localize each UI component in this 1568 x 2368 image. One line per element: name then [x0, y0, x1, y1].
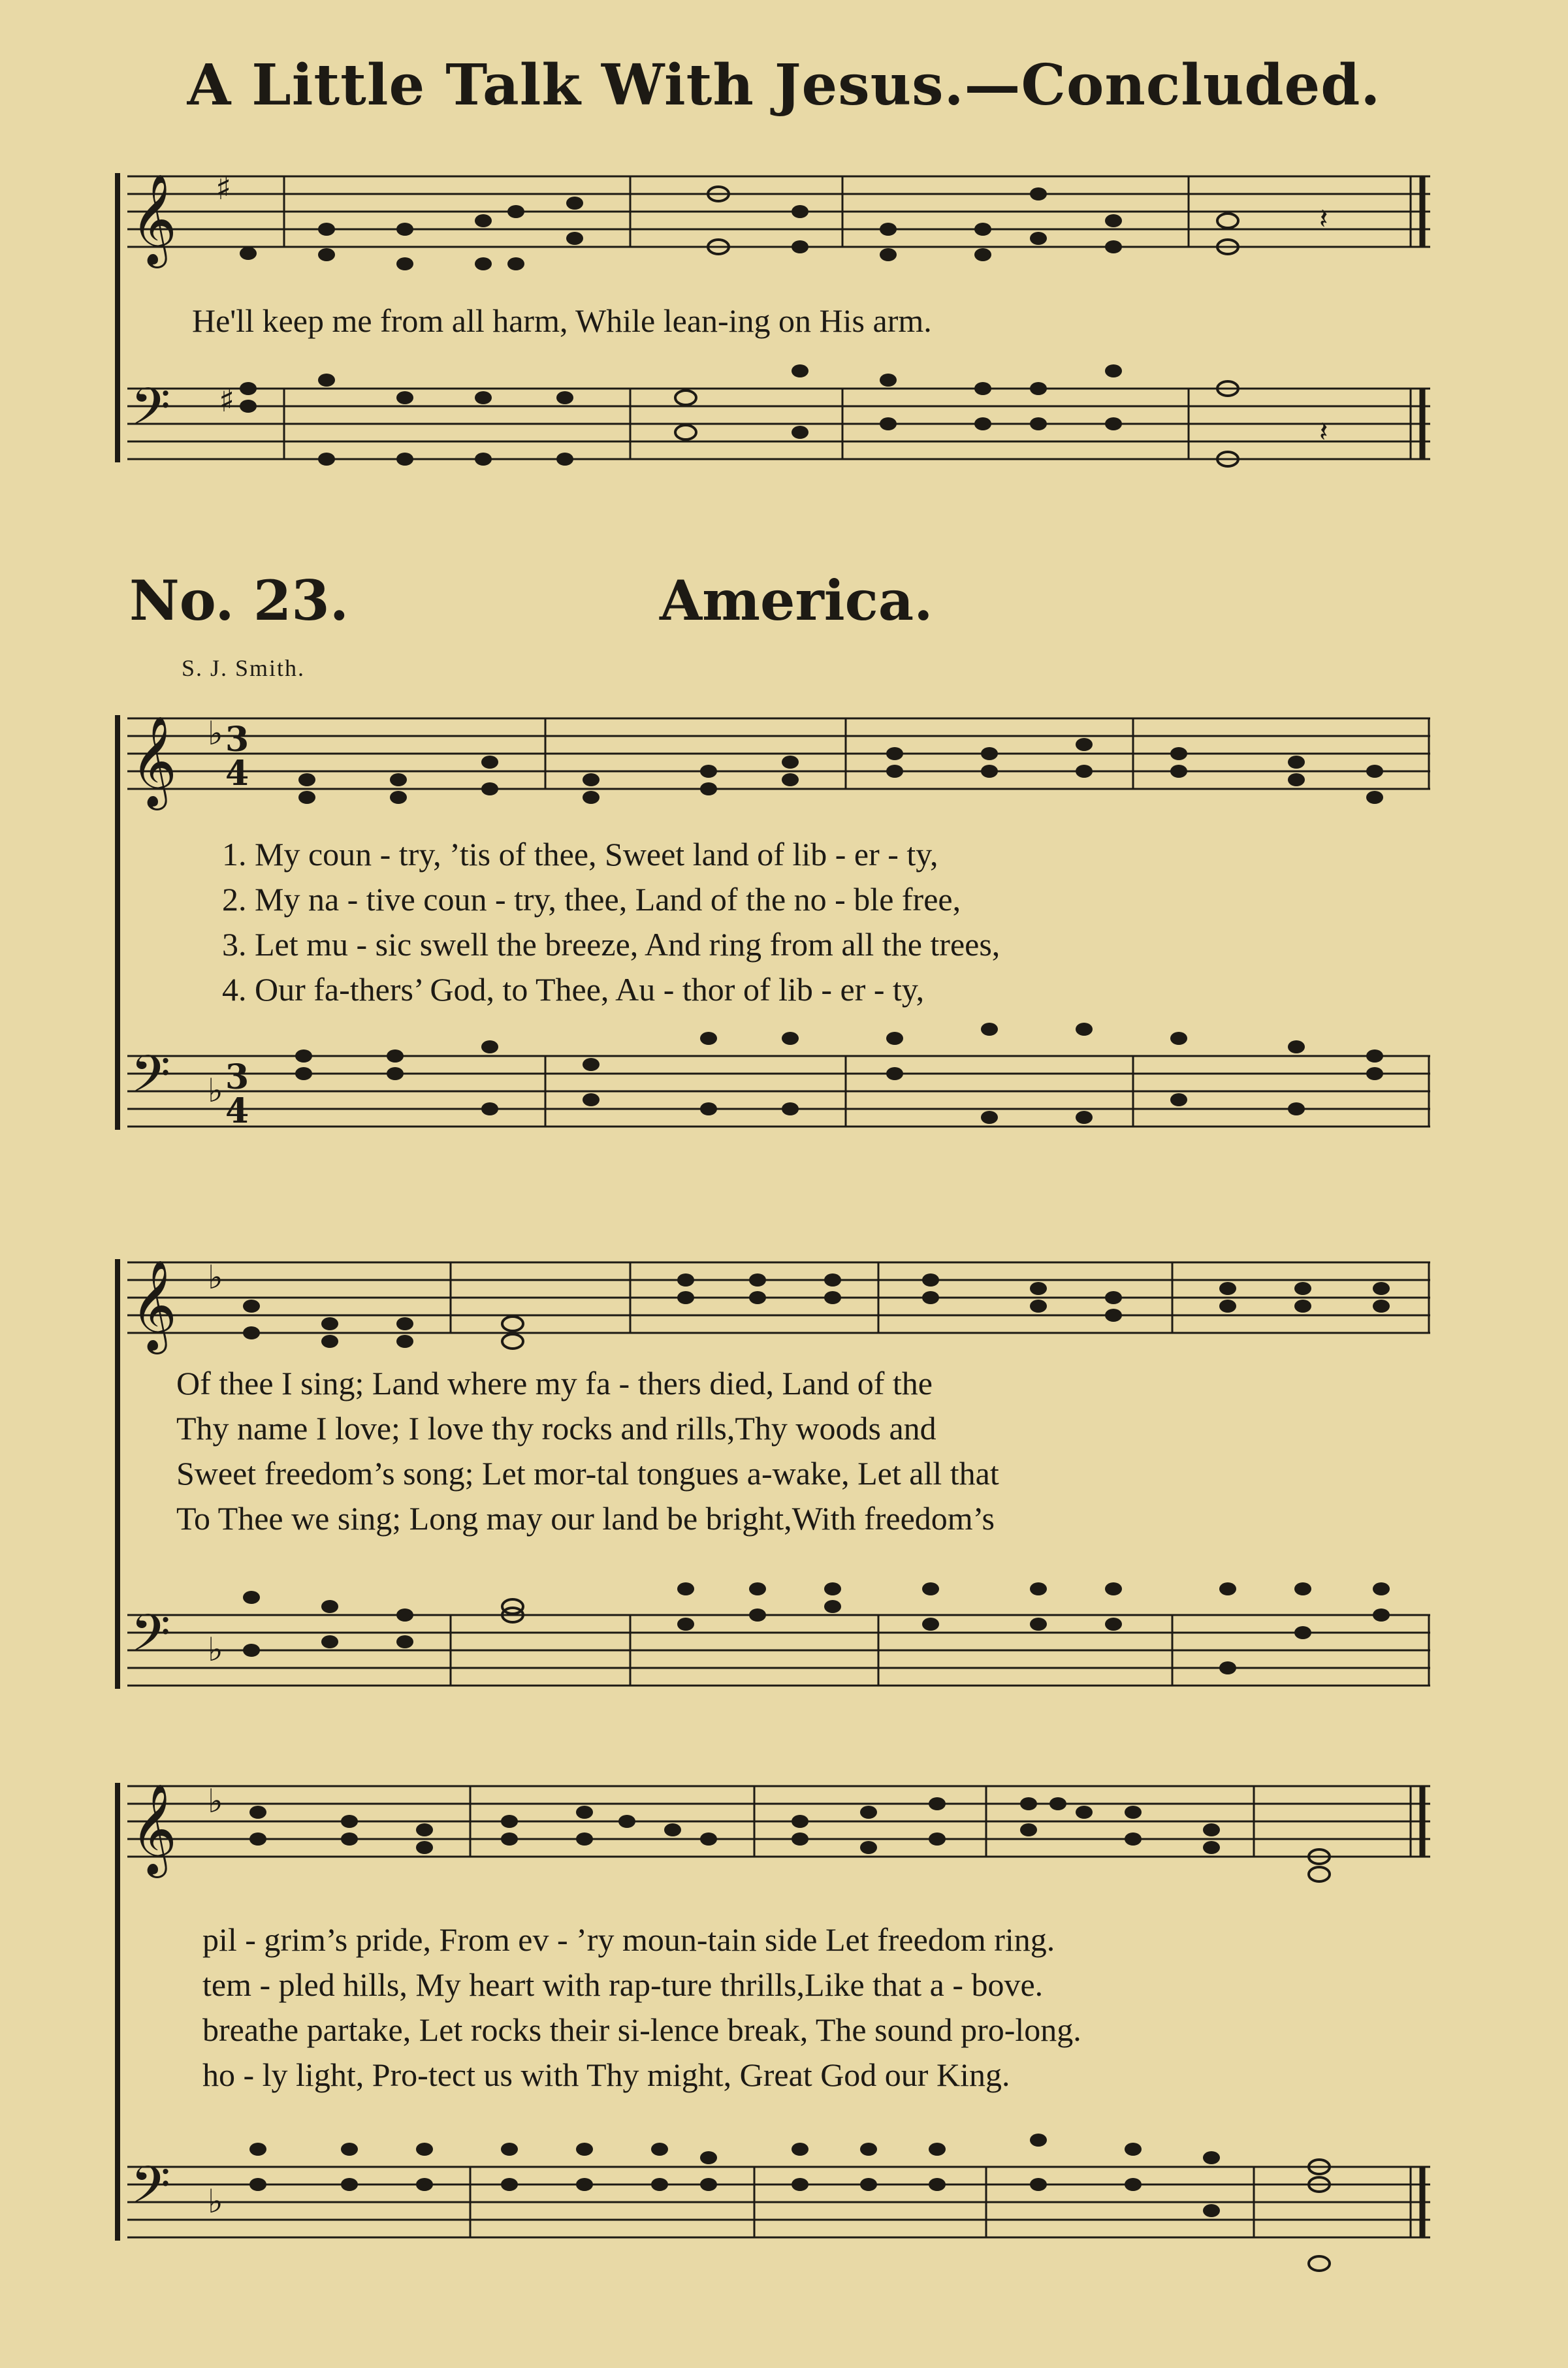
svg-text:𝄢: 𝄢 [131, 1604, 171, 1676]
lyric-line: He'll keep me from all harm, While lean-ing on His arm. [192, 302, 932, 339]
hymn-number: No. 23. [129, 568, 349, 633]
svg-text:♭: ♭ [208, 1782, 223, 1820]
svg-text:♭: ♭ [208, 1072, 223, 1110]
svg-text:♭: ♭ [208, 714, 223, 752]
lyric-line: 3. Let mu - sic swell the breeze, And ring from all the trees, [222, 926, 1000, 963]
lyric-line: ho - ly light, Pro-tect us with Thy might, Great God our King. [202, 2056, 1010, 2093]
svg-text:3: 3 [225, 1057, 249, 1097]
lyric-line: tem - pled hills, My heart with rap-ture thrills,Like that a - bove. [202, 1966, 1044, 2003]
svg-text:♭: ♭ [208, 2183, 223, 2220]
svg-text:♯: ♯ [219, 381, 235, 419]
svg-text:♭: ♭ [208, 1631, 223, 1669]
lyric-line: 4. Our fa-thers’ God, to Thee, Au - thor of lib - er - ty, [222, 971, 925, 1008]
svg-text:3: 3 [225, 720, 249, 760]
hymn-title: America. [660, 568, 933, 633]
svg-text:𝄞: 𝄞 [131, 716, 177, 807]
lyric-line: 1. My coun - try, ’tis of thee, Sweet land of lib - er - ty, [222, 836, 938, 872]
svg-text:♯: ♯ [216, 169, 232, 207]
svg-text:𝄽: 𝄽 [1319, 415, 1328, 449]
svg-text:𝄢: 𝄢 [131, 1045, 171, 1117]
svg-text:𝄢: 𝄢 [131, 377, 171, 449]
page-title: A Little Talk With Jesus.—Concluded. [187, 52, 1381, 118]
hymn-author: S. J. Smith. [182, 655, 306, 681]
lyric-line: Of thee I sing; Land where my fa - thers died, Land of the [176, 1365, 933, 1401]
svg-text:𝄽: 𝄽 [1319, 202, 1328, 236]
lyric-line: 2. My na - tive coun - try, thee, Land of the no - ble free, [222, 881, 961, 918]
svg-text:4: 4 [225, 1091, 249, 1131]
lyric-line: breathe partake, Let rocks their si-lence break, The sound pro-long. [202, 2011, 1081, 2048]
lyric-line: Thy name I love; I love thy rocks and rills,Thy woods and [176, 1410, 936, 1447]
svg-text:4: 4 [225, 754, 249, 793]
svg-text:𝄞: 𝄞 [131, 1260, 177, 1351]
lyric-line: Sweet freedom’s song; Let mor-tal tongues a-wake, Let all that [176, 1455, 999, 1492]
svg-text:𝄞: 𝄞 [131, 174, 177, 264]
lyric-line: To Thee we sing; Long may our land be bright,With freedom’s [176, 1500, 995, 1537]
svg-text:𝄢: 𝄢 [131, 2156, 171, 2228]
lyric-line: pil - grim’s pride, From ev - ’ry moun-tain side Let freedom ring. [202, 1921, 1055, 1958]
svg-text:𝄞: 𝄞 [131, 1784, 177, 1874]
svg-text:♭: ♭ [208, 1258, 223, 1296]
